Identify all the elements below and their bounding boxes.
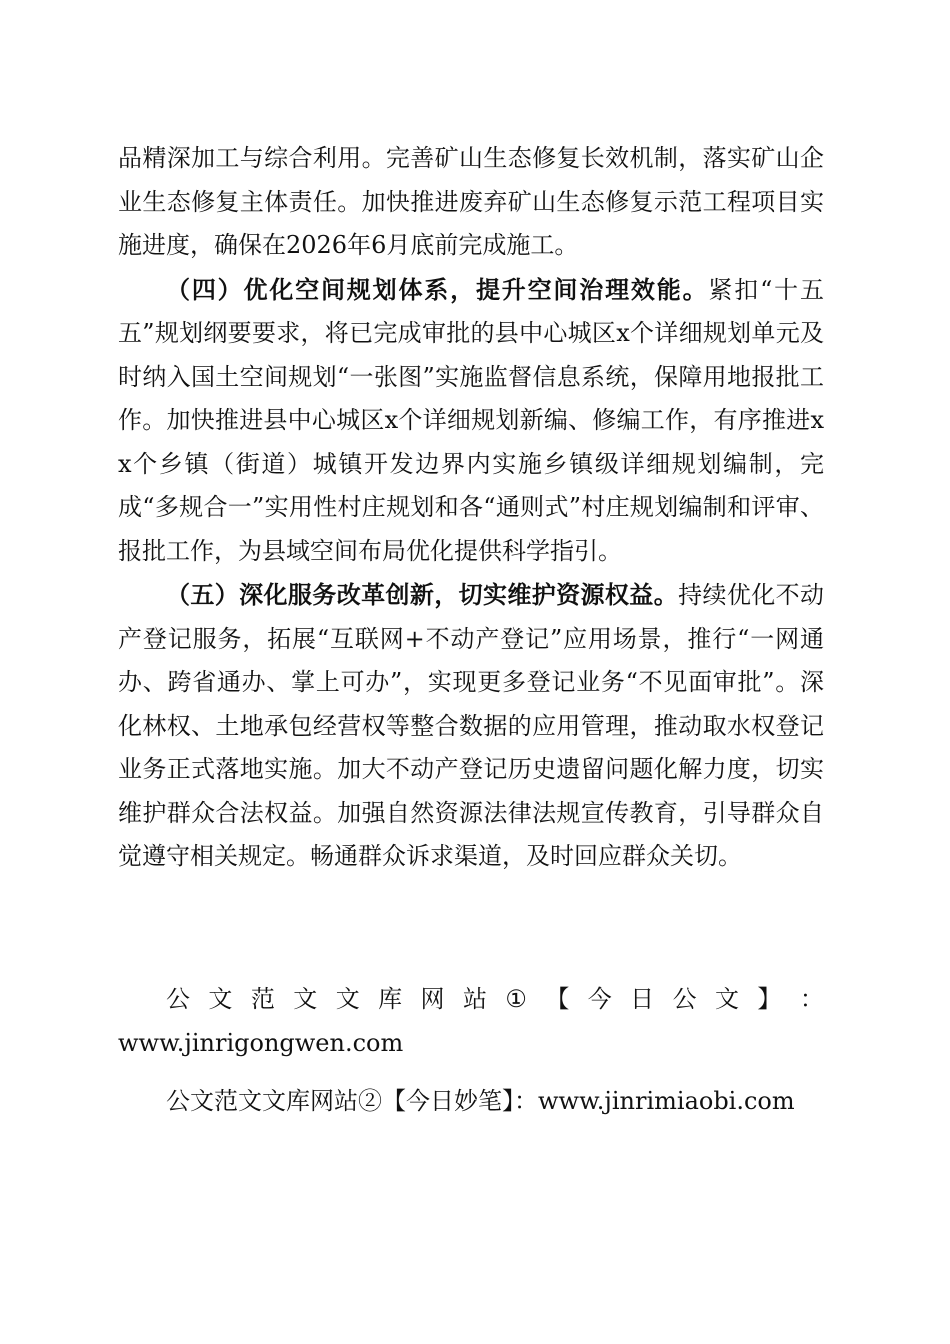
- paragraph-1: [118, 137, 824, 268]
- section-heading-5: （五）深化服务改革创新，切实维护资源权益。: [166, 580, 679, 609]
- paragraph-1-text: 品精深加工与综合利用。完善矿山生态修复长效机制，落实矿山企业生态修复主体责任。加快推进废弃矿山生态修复示范工程项目实施进度，确保在2026年6月底前完成施工。: [118, 144, 824, 259]
- footer-website-1-url[interactable]: www.jinrigongwen.com: [118, 1028, 404, 1057]
- paragraph-3-text: 持续优化不动产登记服务，拓展“互联网+不动产登记”应用场景，推行“一网通办、跨省通办、掌上可办”，实现更多登记业务“不见面审批”。深化林权、土地承包经营权等整合数据的应用管理，推动取水权登记业务正式落地实施。加大不动产登记历史遗留问题化解力度，切实维护群众合法权益。加强自然资源法律法规宣传教育，引导群众自觉遵守相关规定。畅通群众诉求渠道，及时回应群众关切。: [118, 581, 825, 870]
- paragraph-2: [118, 268, 824, 574]
- footer-website-1: [118, 978, 824, 1065]
- footer-website-1-label: 公 文 范 文 文 库 网 站 ① 【 今 日 公 文 】 ：: [166, 985, 824, 1013]
- paragraph-2-text: 紧扣“十五五”规划纲要要求，将已完成审批的县中心城区x个详细规划单元及时纳入国土空间规划“一张图”实施监督信息系统，保障用地报批工作。加快推进县中心城区x个详细规划新编、修编工作，有序推进xx个乡镇（街道）城镇开发边界内实施乡镇级详细规划编制，完成“多规合一”实用性村庄规划和各“通则式”村庄规划编制和评审、报批工作，为县域空间布局优化提供科学指引。: [118, 275, 824, 565]
- section-heading-4: （四）优化空间规划体系，提升空间治理效能。: [166, 274, 709, 304]
- footer-website-2[interactable]: 公文范文文库网站②【今日妙笔】：www.jinrimiaobi.com: [166, 1087, 795, 1115]
- document-body: [118, 137, 824, 879]
- paragraph-3: [118, 573, 824, 879]
